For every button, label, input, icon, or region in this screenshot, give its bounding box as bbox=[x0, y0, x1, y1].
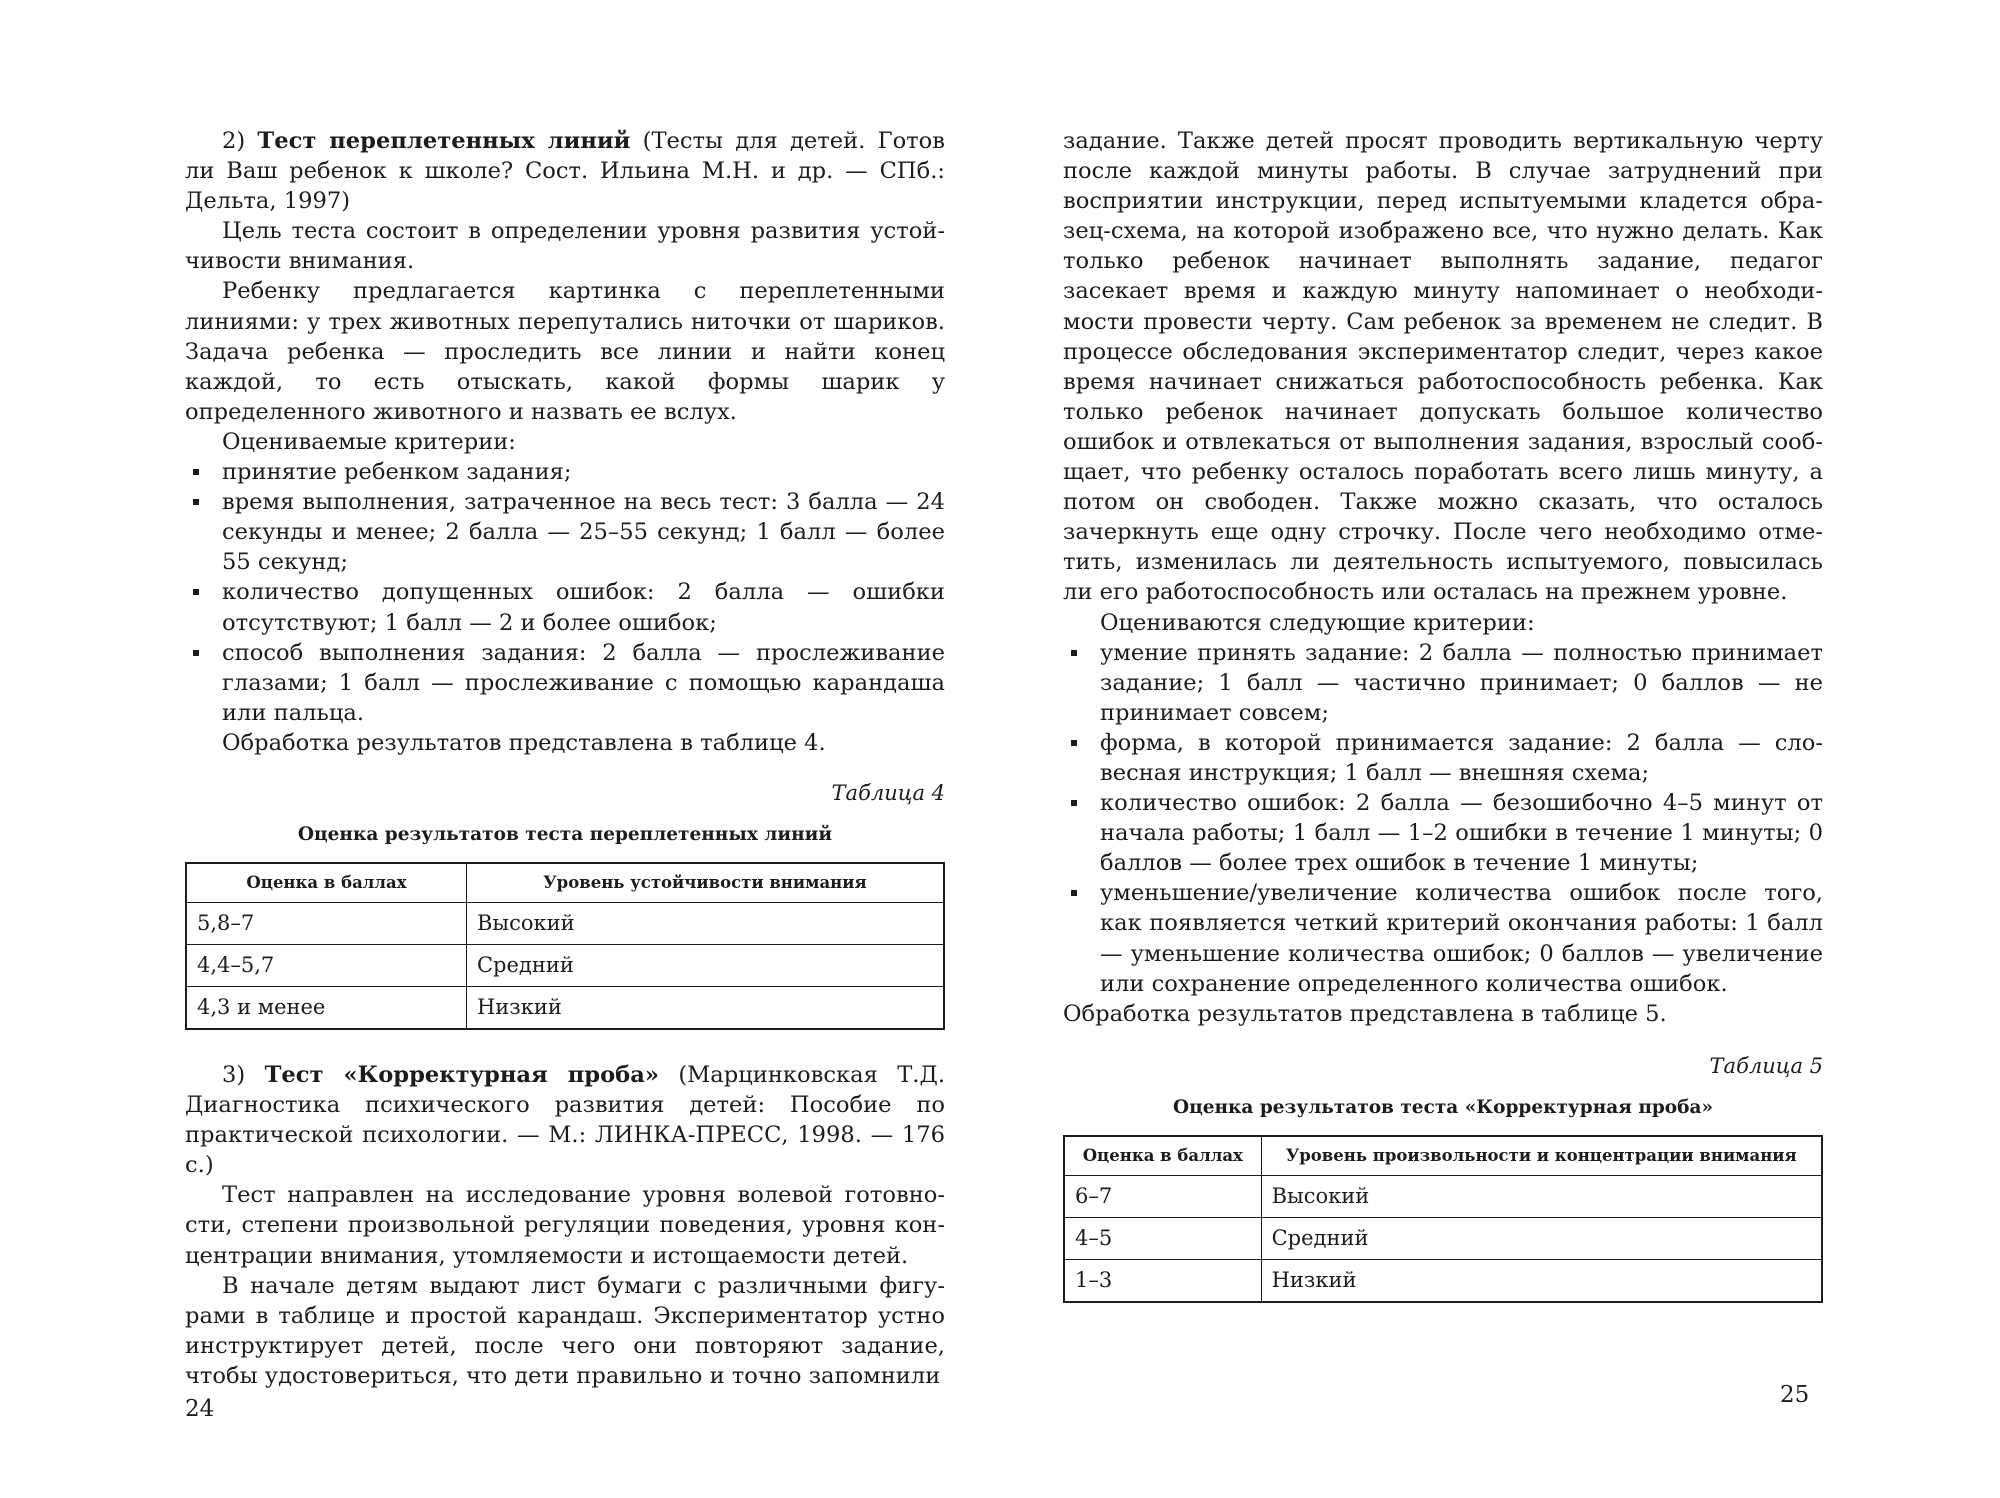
section-3-title: Тест «Корректурная проба» bbox=[264, 1061, 659, 1088]
section-2-criteria-intro: Оцениваемые критерии: bbox=[222, 428, 516, 455]
table-row bbox=[186, 902, 944, 944]
square-bullet-icon bbox=[1071, 740, 1077, 746]
table-5-title: Оценка результатов теста «Корректурная проба» bbox=[1172, 1096, 1714, 1118]
table-cell: Низкий bbox=[466, 986, 944, 1029]
table-cell: Низкий bbox=[1261, 1259, 1822, 1302]
right-page bbox=[1063, 126, 1823, 1303]
table-cell: Высокий bbox=[1261, 1175, 1822, 1217]
section-3-heading: 3) Тест «Корректурная проба» (Марцинковская Т.Д. Диагностика психического развития детей: Пособие по практической психологии. — М.: ЛИНКА-ПРЕСС, 1998. — 176 с.) bbox=[185, 1061, 945, 1179]
page-number-right: 25 bbox=[1780, 1382, 1810, 1408]
table-row bbox=[186, 986, 944, 1029]
table-cell: 5,8–7 bbox=[186, 902, 466, 944]
left-page bbox=[185, 126, 945, 1391]
table-cell: 4,3 и менее bbox=[186, 986, 466, 1029]
list-item: количество ошибок: 2 балла — безошибочно 4–5 минут от начала работы; 1 балл — 1–2 ошибки в течение 1 минуты; 0 баллов — более трех ошибок в течение 1 минуты; bbox=[1063, 788, 1823, 878]
criteria-list bbox=[1063, 638, 1823, 999]
list-item: форма, в которой принимается задание: 2 балла — словесная инструкция; 1 балл — внешняя схема; bbox=[1063, 728, 1823, 788]
processing-note: Обработка результатов представлена в таблице 5. bbox=[1063, 1000, 1667, 1027]
section-2-task: Ребенку предлагается картинка с переплетенными линиями: у трех животных перепутались ниточки от шариков. Задача ребенка — проследить все линии и найти конец каждой, то есть отыскать, какой формы шарик у определенного животного и назвать ее вслух. bbox=[185, 278, 945, 425]
section-2-criteria-list bbox=[185, 457, 945, 728]
section-2-purpose: Цель теста состоит в определении уровня развития устойчивости внимания. bbox=[185, 218, 945, 275]
table-cell: 6–7 bbox=[1064, 1175, 1261, 1217]
section-2-processing: Обработка результатов представлена в таблице 4. bbox=[222, 729, 826, 756]
table-4-title: Оценка результатов теста переплетенных линий bbox=[297, 823, 833, 845]
section-2-title: Тест переплетенных линий bbox=[257, 128, 631, 154]
section-3-purpose: Тест направлен на исследование уровня волевой готовности, степени произвольной регуляции поведения, уровня концентрации внимания, утомляемости и истощаемости детей. bbox=[185, 1182, 945, 1269]
table-row bbox=[1064, 1217, 1822, 1259]
list-item: способ выполнения задания: 2 балла — прослеживание глазами; 1 балл — прослеживание с помощью карандаша или пальца. bbox=[185, 638, 945, 728]
square-bullet-icon bbox=[1071, 890, 1077, 896]
square-bullet-icon bbox=[1071, 800, 1077, 806]
table-5 bbox=[1063, 1135, 1823, 1303]
table-header-cell: Уровень произвольности и концентрации внимания bbox=[1261, 1136, 1822, 1176]
continued-paragraph: задание. Также детей просят проводить вертикальную черту после каждой минуты работы. В случае затруднений при восприятии инструкции, перед испытуемыми кладется образец-схема, на которой изображено все, что нужно делать. Как только ребенок начинает выполнять задание, педагог засекает время и каждую минуту напоминает о необходимости провести черту. Сам ребенок за временем не следит. В процессе обследования экспериментатор следит, через какое время начинает снижаться работоспособность ребенка. Как только ребенок начинает допускать большое количество ошибок и отвлекаться от выполнения задания, взрослый сообщает, что ребенку осталось поработать всего лишь минуту, а потом он свободен. Также можно сказать, что осталось зачеркнуть еще одну строчку. После чего необходимо отметить, изменилась ли деятельность испытуемого, повысилась ли его работоспособность или осталась на прежнем уровне. bbox=[1063, 128, 1823, 606]
section-2-heading: 2) Тест переплетенных линий (Тесты для детей. Готов ли Ваш ребенок к школе? Сост. Ильина М.Н. и др. — СПб.: Дельта, 1997) bbox=[185, 128, 945, 215]
table-header-cell: Уровень устойчивости внимания bbox=[466, 863, 944, 903]
square-bullet-icon bbox=[193, 650, 199, 656]
table-cell: Высокий bbox=[466, 902, 944, 944]
square-bullet-icon bbox=[193, 589, 199, 595]
table-row bbox=[1064, 1259, 1822, 1302]
table-header-row bbox=[186, 863, 944, 903]
square-bullet-icon bbox=[1071, 650, 1077, 656]
table-4-caption: Таблица 4 bbox=[831, 780, 945, 805]
table-4 bbox=[185, 862, 945, 1030]
table-header-row bbox=[1064, 1136, 1822, 1176]
table-cell: Средний bbox=[1261, 1217, 1822, 1259]
list-item: умение принять задание: 2 балла — полностью принимает задание; 1 балл — частично принимает; 0 баллов — не принимает совсем; bbox=[1063, 638, 1823, 728]
criteria-intro: Оцениваются следующие критерии: bbox=[1100, 609, 1535, 636]
page-number-left: 24 bbox=[185, 1396, 215, 1422]
table-cell: 1–3 bbox=[1064, 1259, 1261, 1302]
table-cell: 4,4–5,7 bbox=[186, 944, 466, 986]
list-item: принятие ребенком задания; bbox=[185, 457, 945, 487]
table-header-cell: Оценка в баллах bbox=[1064, 1136, 1261, 1176]
square-bullet-icon bbox=[193, 469, 199, 475]
list-item: количество допущенных ошибок: 2 балла — ошибки отсутствуют; 1 балл — 2 и более ошибок; bbox=[185, 577, 945, 637]
table-5-caption: Таблица 5 bbox=[1709, 1053, 1823, 1078]
table-row bbox=[186, 944, 944, 986]
list-item: время выполнения, затраченное на весь тест: 3 балла — 24 секунды и менее; 2 балла — 25–55 секунд; 1 балл — более 55 секунд; bbox=[185, 487, 945, 577]
list-item: уменьшение/увеличение количества ошибок после того, как появляется четкий критерий окончания работы: 1 балл — уменьшение количества ошибок; 0 баллов — увеличение или сохранение определенного количества ошибок. bbox=[1063, 878, 1823, 998]
square-bullet-icon bbox=[193, 499, 199, 505]
table-cell: Средний bbox=[466, 944, 944, 986]
table-cell: 4–5 bbox=[1064, 1217, 1261, 1259]
table-header-cell: Оценка в баллах bbox=[186, 863, 466, 903]
section-3-start: В начале детям выдают лист бумаги с различными фигурами в таблице и простой карандаш. Экспериментатор устно инструктирует детей, после чего они повторяют задание, чтобы удостовериться, что дети правильно и точно запомнили bbox=[185, 1272, 945, 1389]
table-row bbox=[1064, 1175, 1822, 1217]
